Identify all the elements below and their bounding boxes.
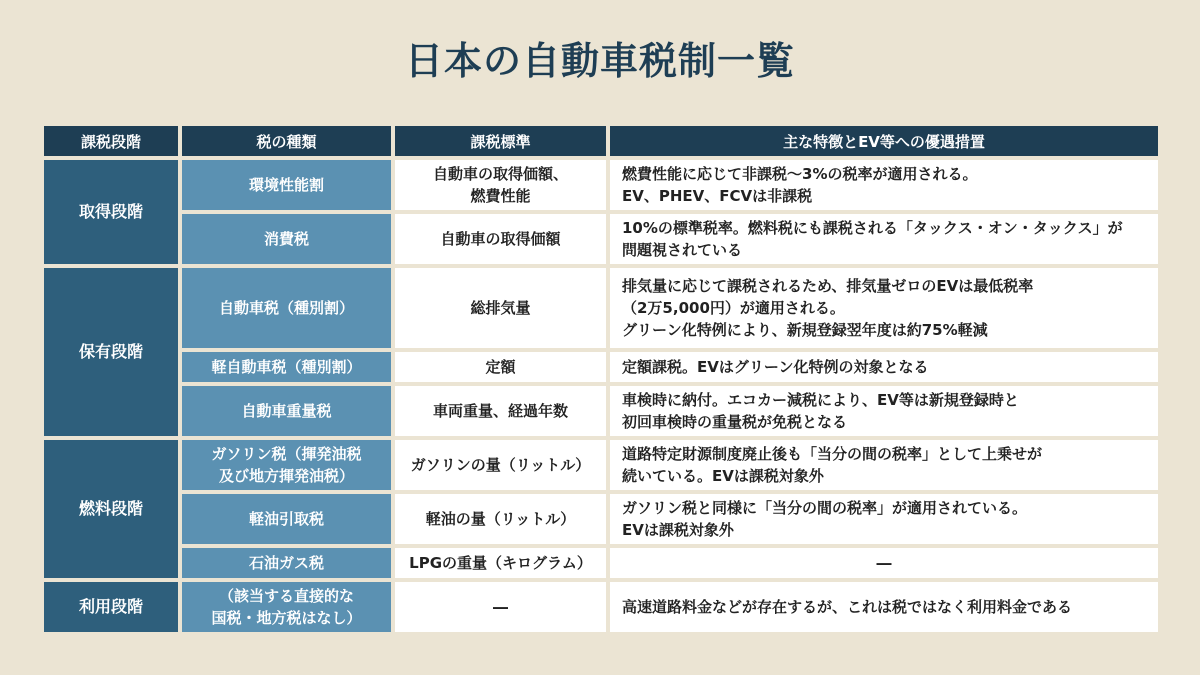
column-header-stage: 課税段階 xyxy=(44,126,178,156)
table-row xyxy=(44,214,1158,264)
tax-basis-cell: 総排気量 xyxy=(395,268,606,348)
feature-cell: ガソリン税と同様に「当分の間の税率」が適用されている。 EVは課税対象外 xyxy=(610,494,1158,544)
tax-name-cell: 消費税 xyxy=(182,214,391,264)
tax-basis-cell: LPGの重量（キログラム） xyxy=(395,548,606,578)
feature-cell: ― xyxy=(610,548,1158,578)
tax-table xyxy=(40,122,1162,636)
table-row xyxy=(44,268,1158,348)
tax-name-cell: 環境性能割 xyxy=(182,160,391,210)
feature-cell: 高速道路料金などが存在するが、これは税ではなく利用料金である xyxy=(610,582,1158,632)
tax-basis-cell: 自動車の取得価額 xyxy=(395,214,606,264)
table-row xyxy=(44,440,1158,490)
tax-basis-cell: 定額 xyxy=(395,352,606,382)
table-header-row xyxy=(44,126,1158,156)
feature-cell: 道路特定財源制度廃止後も「当分の間の税率」として上乗せが 続いている。EVは課税対象外 xyxy=(610,440,1158,490)
table-row xyxy=(44,352,1158,382)
tax-basis-cell: 軽油の量（リットル） xyxy=(395,494,606,544)
tax-name-cell: 石油ガス税 xyxy=(182,548,391,578)
column-header-tax-type: 税の種類 xyxy=(182,126,391,156)
table-row xyxy=(44,582,1158,632)
feature-cell: 燃費性能に応じて非課税～3%の税率が適用される。 EV、PHEV、FCVは非課税 xyxy=(610,160,1158,210)
feature-cell: 定額課税。EVはグリーン化特例の対象となる xyxy=(610,352,1158,382)
tax-basis-cell: 自動車の取得価額、 燃費性能 xyxy=(395,160,606,210)
tax-name-cell: 軽自動車税（種別割） xyxy=(182,352,391,382)
tax-basis-cell: ― xyxy=(395,582,606,632)
table-row xyxy=(44,494,1158,544)
column-header-tax-basis: 課税標準 xyxy=(395,126,606,156)
table-row xyxy=(44,386,1158,436)
tax-name-cell: （該当する直接的な 国税・地方税はなし） xyxy=(182,582,391,632)
table-row xyxy=(44,160,1158,210)
feature-cell: 10%の標準税率。燃料税にも課税される「タックス・オン・タックス」が 問題視されている xyxy=(610,214,1158,264)
stage-cell: 取得段階 xyxy=(44,160,178,264)
stage-cell: 燃料段階 xyxy=(44,440,178,578)
table-row xyxy=(44,548,1158,578)
stage-cell: 利用段階 xyxy=(44,582,178,632)
tax-name-cell: ガソリン税（揮発油税 及び地方揮発油税） xyxy=(182,440,391,490)
column-header-features: 主な特徴とEV等への優遇措置 xyxy=(610,126,1158,156)
tax-basis-cell: ガソリンの量（リットル） xyxy=(395,440,606,490)
feature-cell: 車検時に納付。エコカー減税により、EV等は新規登録時と 初回車検時の重量税が免税となる xyxy=(610,386,1158,436)
stage-cell: 保有段階 xyxy=(44,268,178,436)
tax-name-cell: 軽油引取税 xyxy=(182,494,391,544)
tax-name-cell: 自動車重量税 xyxy=(182,386,391,436)
feature-cell: 排気量に応じて課税されるため、排気量ゼロのEVは最低税率 （2万5,000円）が適用される。 グリーン化特例により、新規登録翌年度は約75%軽減 xyxy=(610,268,1158,348)
tax-name-cell: 自動車税（種別割） xyxy=(182,268,391,348)
tax-basis-cell: 車両重量、経過年数 xyxy=(395,386,606,436)
page-title: 日本の自動車税制一覧 xyxy=(404,39,795,83)
